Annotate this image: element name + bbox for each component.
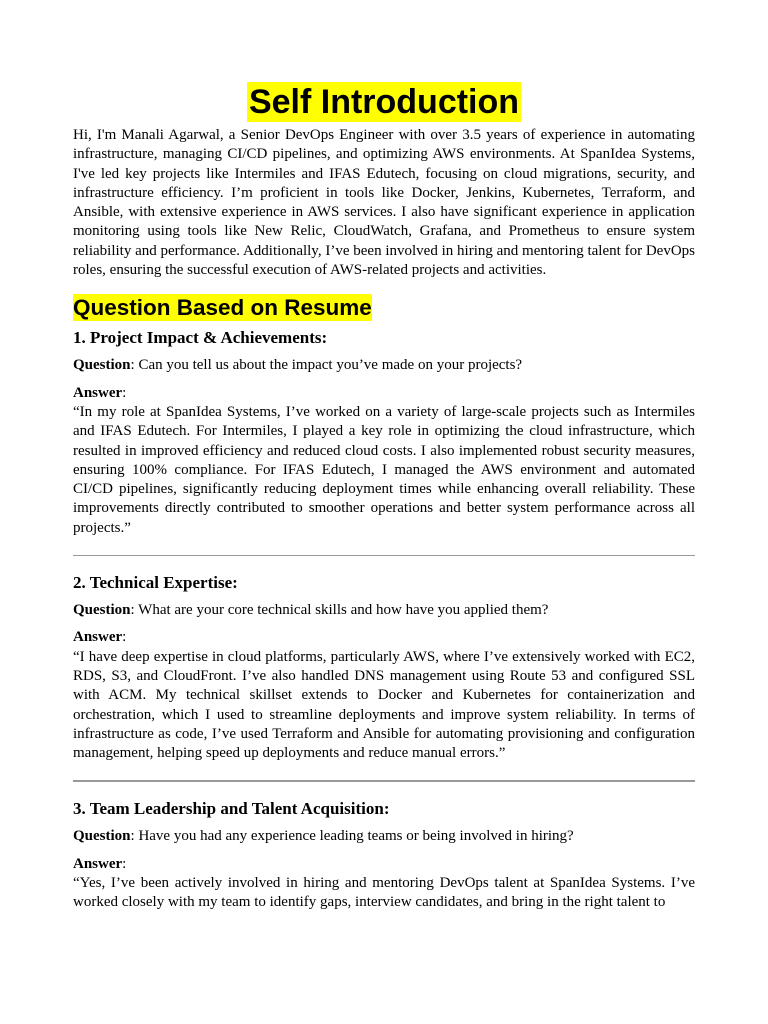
- answer-colon-1: :: [122, 384, 127, 401]
- answer-label-3: Answer: [73, 855, 123, 872]
- question-heading-2: 2. Technical Expertise:: [73, 573, 238, 593]
- question-heading-1: 1. Project Impact & Achievements:: [73, 328, 328, 348]
- divider-1: [73, 555, 695, 556]
- answer-label-2: Answer: [73, 629, 123, 646]
- question-block-2: [73, 572, 695, 763]
- question-block-1: [73, 327, 695, 538]
- question-colon-2: :: [130, 602, 135, 619]
- answer-label-line-2: [73, 628, 695, 647]
- answer-colon-3: :: [122, 855, 127, 872]
- question-line-2: [73, 601, 695, 620]
- question-colon-3: :: [130, 828, 135, 845]
- answer-label-line-1: [73, 384, 695, 403]
- answer-colon-2: :: [122, 629, 127, 646]
- question-text-2: What are your core technical skills and how have you applied them?: [134, 602, 549, 619]
- title-container: [73, 82, 695, 122]
- answer-label-line-3: [73, 855, 695, 874]
- question-text-1: Can you tell us about the impact you’ve made on your projects?: [134, 357, 523, 374]
- question-text-3: Have you had any experience leading teams or being involved in hiring?: [134, 828, 574, 845]
- section-heading: Question Based on Resume: [73, 295, 372, 321]
- question-label-3: Question: [73, 828, 131, 845]
- answer-label-1: Answer: [73, 384, 123, 401]
- question-line-3: [73, 827, 695, 846]
- document-page: [73, 82, 695, 913]
- intro-paragraph: Hi, I'm Manali Agarwal, a Senior DevOps Engineer with over 3.5 years of experience in automating infrastructure, managing CI/CD pipelines, and optimizing AWS environments. At SpanIdea Systems, I've led key projects like Intermiles and IFAS Edutech, focusing on cloud migrations, security, and infrastructure efficiency. I’m proficient in tools like Docker, Jenkins, Kubernetes, Terraform, and Ansible, with extensive experience in AWS services. I also have significant experience in application monitoring using tools like New Relic, CloudWatch, Grafana, and Prometheus to ensure system reliability and performance. Additionally, I’ve been involved in hiring and mentoring talent for DevOps roles, ensuring the successful execution of AWS-related projects and activities.: [73, 127, 695, 279]
- answer-text-3: “Yes, I’ve been actively involved in hiring and mentoring DevOps talent at SpanIdea Systems. I’ve worked closely with my team to identify gaps, interview candidates, and bring in the right talent to: [73, 875, 695, 911]
- question-line-1: [73, 356, 695, 375]
- page-title: Self Introduction: [248, 83, 520, 121]
- question-label-1: Question: [73, 357, 131, 374]
- divider-2: [73, 780, 695, 782]
- question-heading-3: 3. Team Leadership and Talent Acquisition:: [73, 799, 390, 819]
- answer-text-2: “I have deep expertise in cloud platforms, particularly AWS, where I’ve extensively worked with EC2, RDS, S3, and CloudFront. I’ve also handled DNS management using Route 53 and configured SSL with ACM. My technical skillset extends to Docker and Kubernetes for containerization and orchestration, which I used to streamline deployments and improve system reliability. In terms of infrastructure as code, I’ve used Terraform and Ansible for automating provisioning and configuration management, helping speed up deployments and reduce manual errors.”: [73, 648, 695, 762]
- question-block-3: [73, 798, 695, 912]
- question-colon-1: :: [130, 357, 135, 374]
- question-label-2: Question: [73, 602, 131, 619]
- answer-text-1: “In my role at SpanIdea Systems, I’ve worked on a variety of large-scale projects such as Intermiles and IFAS Edutech. For Intermiles, I played a key role in optimizing the cloud infrastructure, which resulted in improved efficiency and reduced cloud costs. I also implemented robust security measures, ensuring 100% compliance. For IFAS Edutech, I managed the AWS environment and automated CI/CD pipelines, significantly reducing deployment times while enhancing overall reliability. These improvements directly contributed to smoother operations and better system performance across all projects.”: [73, 403, 695, 536]
